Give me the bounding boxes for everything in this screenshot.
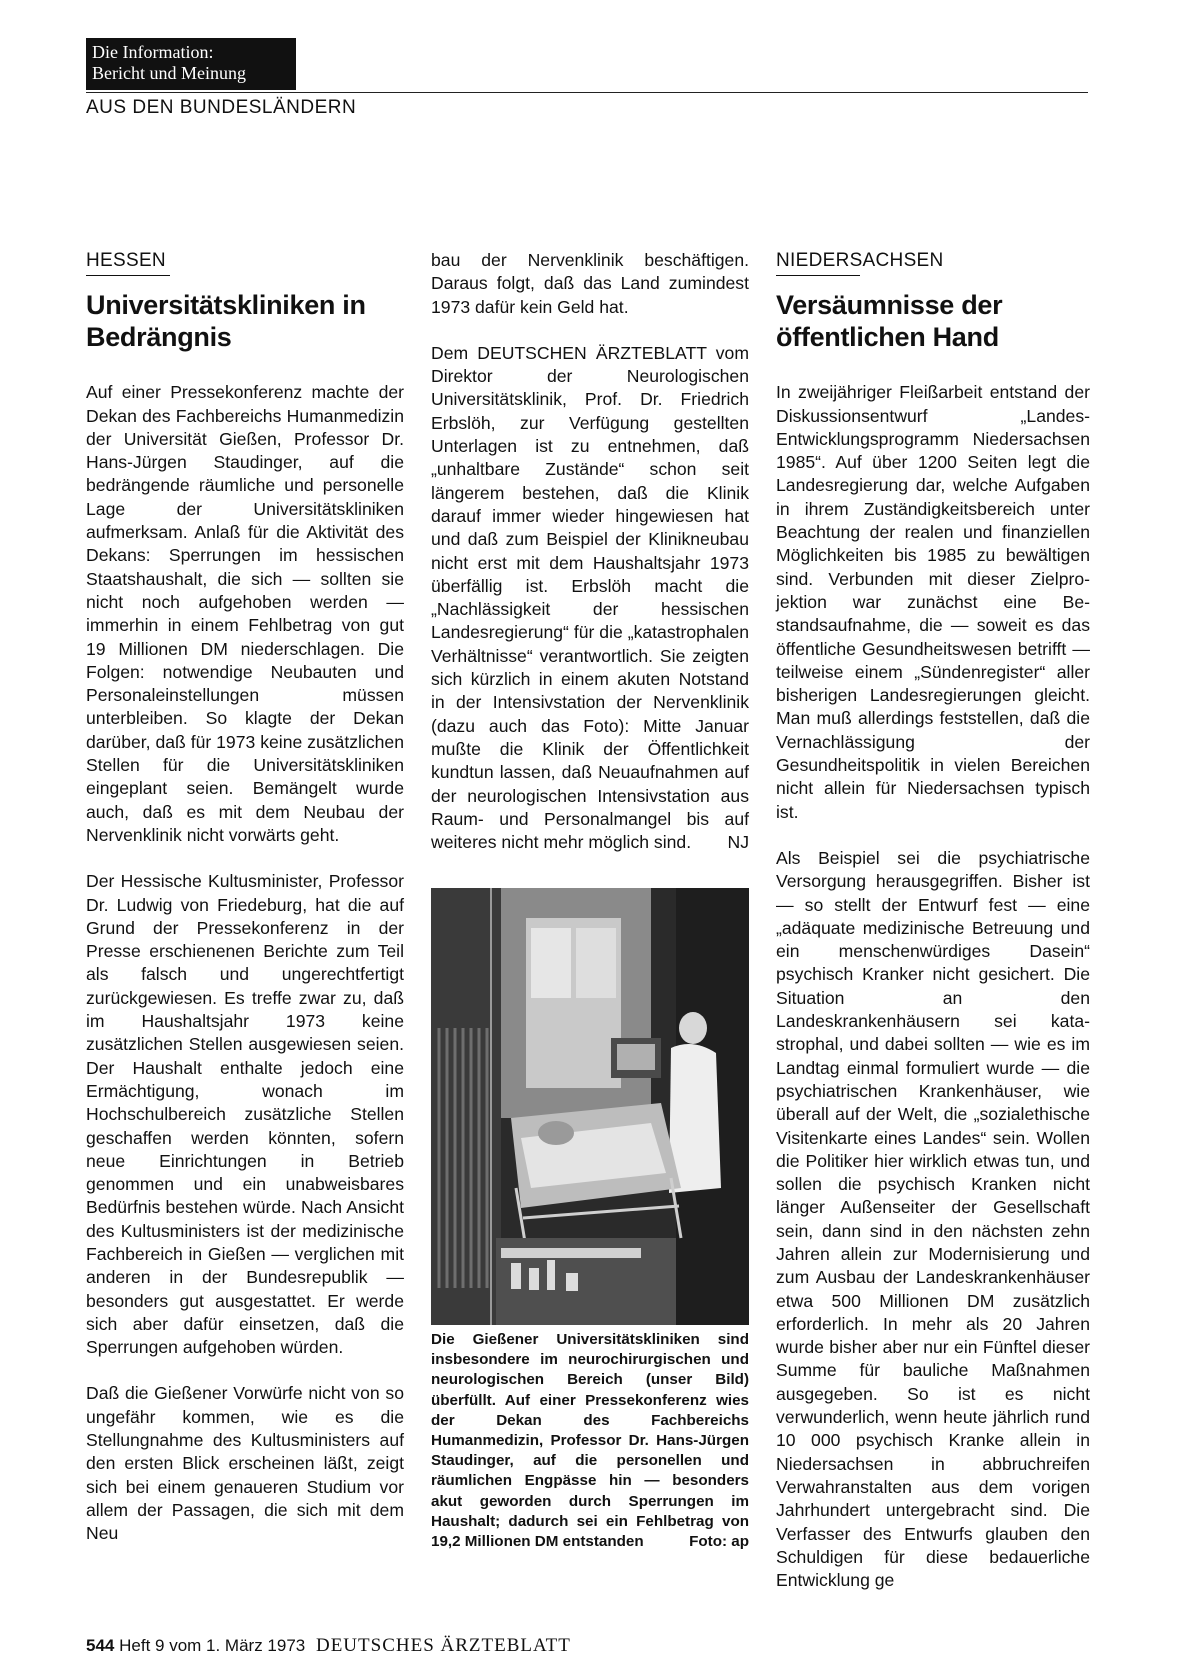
niedersachsen-paragraph-2: Als Beispiel sei die psychiatrische Versorgung herausgegriffen. Bisher ist — so stellt der Entwurf fest — eine „adäquate medizinische Betreuung und ein menschenwürdiges Dasein“ psychisch Kranker nicht gesichert. Die Situation an den Landeskrankenhäusern sei katastrophal, und dabei sollten — wie es im Landtag einmal formuliert wurde — die psychiatrischen Krankenhäuser, wie überall auf der Welt, die „sozialethische Visitenkarte eines Landes“ sein. Wollen die Politiker hier wirklich etwas tun, und sollen die psychisch Kranken nicht länger Außenseiter der Gesellschaft sein, dann sind in den nächsten zehn Jahren allein zur Modernisierung und zum Ausbau der Landeskrankenhäuser etwa 500 Millionen DM zusätzlich erforderlich. In mehr als 20 Jahren wurde bisher aber nur ein Fünftel dieser Summe für bauliche Maßnahmen ausgegeben. So ist es nicht verwunderlich, wenn heute jährlich rund 10 000 psychisch Kranke allein in Niedersachsen in abbruchreifen Verwahranstalten aus dem vorigen Jahrhundert untergebracht sind. Die Verfasser des Entwurfs glauben den Schuldigen für diese bedauerliche Entwicklung ge bbox=[776, 847, 1090, 1591]
publication-name: DEUTSCHES ÄRZTEBLATT bbox=[315, 1635, 571, 1656]
section-title: AUS DEN BUNDESLÄNDERN bbox=[86, 97, 357, 118]
rubric-badge-line-1: Die Information: bbox=[92, 42, 214, 62]
kicker-rule bbox=[86, 275, 170, 276]
issue-info: Heft 9 vom 1. März 1973 bbox=[119, 1636, 306, 1655]
article-hessen-column-2 bbox=[431, 249, 749, 854]
kicker-niedersachsen: NIEDERSACHSEN bbox=[776, 250, 944, 271]
rubric-badge-line-2: Bericht und Meinung bbox=[92, 63, 246, 83]
author-signature: NJ bbox=[727, 832, 749, 853]
headline-niedersachsen: Versäumnisse der öffentlichen Hand bbox=[776, 290, 1003, 353]
rubric-badge bbox=[86, 38, 296, 90]
article-hessen-column-1 bbox=[86, 249, 404, 1546]
kicker-rule bbox=[776, 275, 860, 276]
hessen-paragraph-5-text: Dem DEUTSCHEN ÄRZTEBLATT vom Direktor der Neurologischen Universitätsklinik, Prof. Dr. Friedrich Erbslöh, zur Verfügung gestellten Unterlagen ist zu entnehmen, daß „unhaltbare Zustände“ schon seit längerem bestehen, daß die Klinik darauf immer wieder hingewiesen hat und daß zum Beispiel der Klinikneubau nicht erst mit dem Haushaltsjahr 1973 überfällig ist. Erbslöh macht die „Nachlässigkeit der hessischen Landesregierung“ für die „katastrophalen Verhältnisse“ verantwortlich. Sie zeigten sich kürzlich in einem akuten Notstand in der Intensivstation der Nervenklinik (dazu auch das Foto): Mitte Januar mußte die Klinik der Öffentlichkeit kundtun lassen, daß Neuaufnahmen auf der neurologischen Intensivstation aus Raum- und Personalmangel bis auf weiteres nicht mehr möglich sind. bbox=[431, 342, 749, 853]
hessen-paragraph-5 bbox=[431, 342, 749, 855]
niedersachsen-paragraph-1: In zweijähriger Fleißarbeit entstand der Diskussionsentwurf „Landes-Entwicklungsprogramm Niedersachsen 1985“. Auf über 1200 Seiten legt die Landesregierung dar, welche Aufgaben in ihrem Zuständigkeitsbereich unter Beachtung der realen und finanziellen Möglichkeiten bis 1985 zu bewältigen sind. Verbunden mit dieser Zielprojektion war zunächst eine Bestandsaufnahme, die — soweit es das öffentliche Gesundheitswesen betrifft — teilweise einem „Sündenregister“ aller bisherigen Landesregierungen gleicht. Man muß allerdings feststellen, daß die Vernachlässigung der Gesundheitspolitik in vielen Bereichen nicht allein für Niedersachsen typisch ist. bbox=[776, 382, 1090, 822]
hessen-paragraph-2: Der Hessische Kultusminister, Professor Dr. Ludwig von Friedeburg, hat die auf Grund der Pressekonferenz in der Presse erschienenen Berichte zum Teil als falsch und ungerechtfertigt zurückgewiesen. Es treffe zwar zu, daß im Haushaltsjahr 1973 keine zusätzlichen Stellen ausgewiesen seien. Der Haushalt enthalte jedoch eine Ermächtigung, wonach im Hochschulbereich zusätzliche Stellen geschaffen werden könnten, sofern neue Einrichtungen in Betrieb genommen und ein unabweisbares Bedürfnis bestehen würde. Nach Ansicht des Kultusministers ist der medizinische Fachbereich in Gießen — verglichen mit anderen in der Bundesrepublik — besonders gut ausgestattet. Er werde sich aber dafür einsetzen, daß die Sperrungen aufgehoben würden. bbox=[86, 871, 404, 1358]
header-rule bbox=[86, 92, 1088, 93]
hessen-paragraph-1: Auf einer Pressekonferenz machte der Dekan des Fachbereichs Humanmedizin der Universität Gießen, Professor Dr. Hans-Jürgen Staudinger, auf die bedrängende räumliche und personelle Lage der Universitätskliniken aufmerksam. Anlaß für die Aktivität des Dekans: Sperrungen im hessischen Staatshaushalt, die sich — sollten sie nicht noch aufgehoben werden — immerhin in einem Fehlbetrag von gut 19 Millionen DM niederschlagen. Die Folgen: notwendige Neubauten und Personaleinstellungen müssen unterbleiben. So klagte der Dekan darüber, daß für 1973 keine zusätzlichen Stellen für die Universitätskliniken eingeplant seien. Bemängelt wurde auch, daß es mit dem Neubau der Nervenklinik nicht vorwärts geht. bbox=[86, 382, 404, 845]
photo-credit: Foto: ap bbox=[689, 1533, 749, 1551]
article-niedersachsen bbox=[776, 249, 1090, 1592]
photo-caption-text: Die Gießener Universitätskliniken sind insbesondere im neurochirurgischen und neurologischen Bereich (unser Bild) überfüllt. Auf einer Pressekonferenz wies der Dekan des Fachbereichs Humanmedizin, Professor Dr. Hans-Jürgen Staudinger, auf die personellen und räumlichen Engpässe hin — besonders akut geworden durch Sperrungen im Haushalt; dadurch sei ein Fehlbetrag von 19,2 Millionen DM entstanden bbox=[431, 1331, 749, 1551]
headline-hessen: Universitätskliniken in Bedrängnis bbox=[86, 290, 366, 353]
hessen-paragraph-4: bau der Nervenklinik beschäftigen. Daraus folgt, daß das Land zumindest 1973 dafür kein Geld hat. bbox=[431, 250, 749, 317]
news-photo bbox=[431, 888, 749, 1325]
photo-caption bbox=[431, 1330, 749, 1552]
page-number: 544 bbox=[86, 1636, 115, 1655]
kicker-hessen: HESSEN bbox=[86, 250, 166, 271]
hessen-paragraph-3: Daß die Gießener Vorwürfe nicht von so ungefähr kommen, wie es die Stellungnahme des Kultusministers auf den ersten Blick erscheinen läßt, zeigt sich bei einem genaueren Studium vor allem der Passagen, die sich mit dem Neu bbox=[86, 1383, 404, 1544]
page-footer bbox=[86, 1635, 571, 1657]
